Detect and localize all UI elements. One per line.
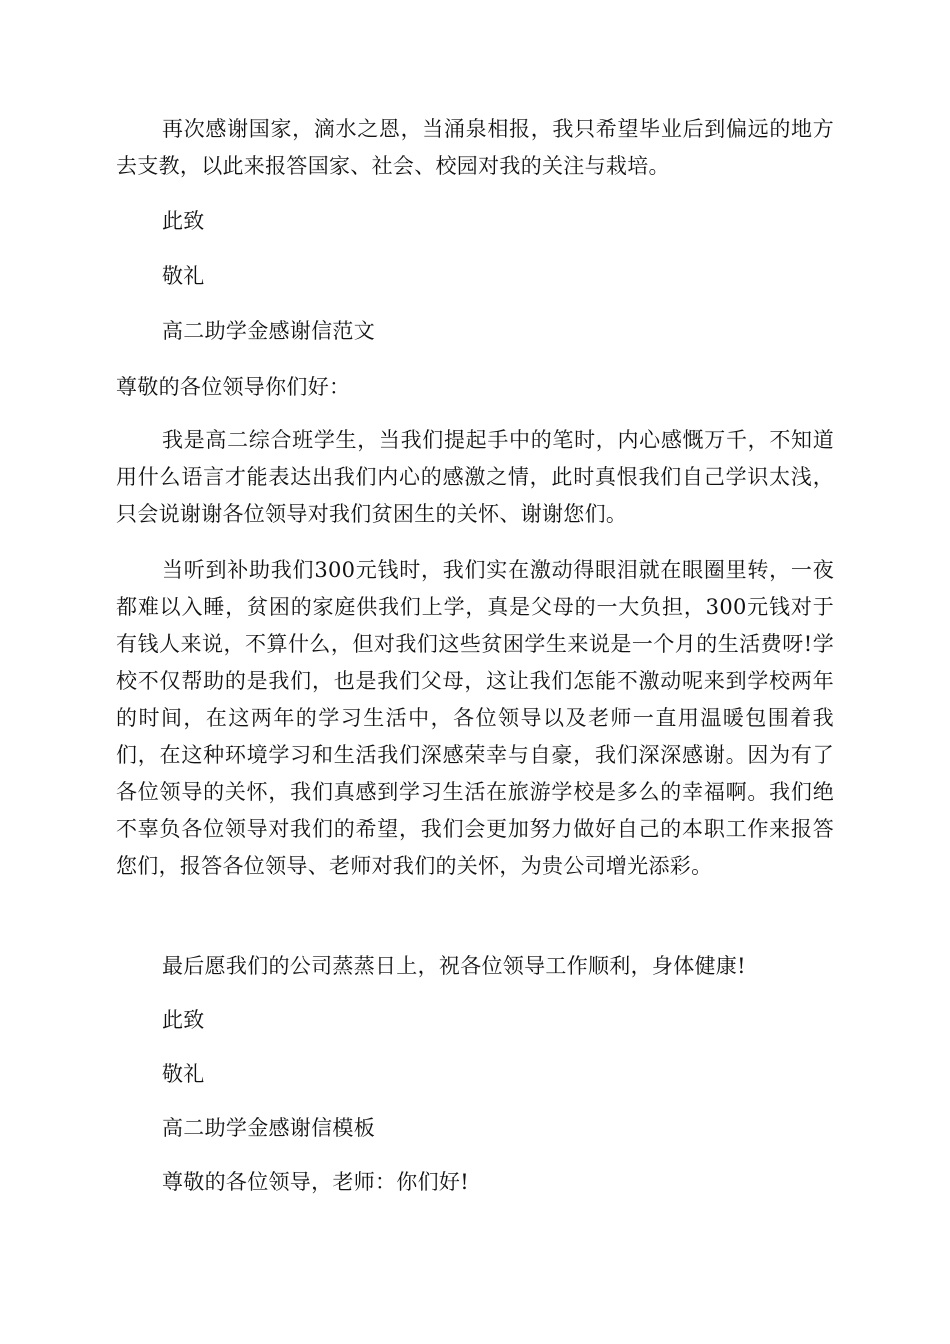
wishes-paragraph: 最后愿我们的公司蒸蒸日上，祝各位领导工作顺利，身体健康! bbox=[162, 954, 746, 978]
section-title-template: 高二助学金感谢信模板 bbox=[162, 1116, 375, 1140]
salutation-cizhi-2: 此致 bbox=[162, 1008, 205, 1032]
salutation-cizhi: 此致 bbox=[162, 209, 205, 233]
greeting-line-2: 尊敬的各位领导，老师：你们好! bbox=[162, 1170, 469, 1194]
salutation-jingli: 敬礼 bbox=[162, 264, 205, 288]
closing-thanks-paragraph: 再次感谢国家，滴水之恩，当涌泉相报，我只希望毕业后到偏远的地方去支教，以此来报答国家、社会、校园对我的关注与栽培。 bbox=[116, 117, 834, 178]
intro-paragraph: 我是高二综合班学生，当我们提起手中的笔时，内心感慨万千，不知道用什么语言才能表达出我们内心的感激之情，此时真恨我们自己学识太浅，只会说谢谢各位领导对我们贫困生的关怀、谢谢您们。 bbox=[116, 428, 834, 526]
greeting-line: 尊敬的各位领导你们好： bbox=[116, 375, 351, 399]
salutation-jingli-2: 敬礼 bbox=[162, 1062, 205, 1086]
body-paragraph: 当听到补助我们300元钱时，我们实在激动得眼泪就在眼圈里转，一夜都难以入睡，贫困的家庭供我们上学，真是父母的一大负担，300元钱对于有钱人来说，不算什么，但对我们这些贫困学生来说是一个月的生活费呀!学校不仅帮助的是我们，也是我们父母，这让我们怎能不激动呢来到学校两年的时间，在这两年的学习生活中，各位领导以及老师一直用温暖包围着我们，在这种环境学习和生活我们深感荣幸与自豪，我们深深感谢。因为有了各位领导的关怀，我们真感到学习生活在旅游学校是多么的幸福啊。我们绝不辜负各位领导对我们的希望，我们会更加努力做好自己的本职工作来报答您们，报答各位领导、老师对我们的关怀，为贵公司增光添彩。 bbox=[116, 558, 834, 878]
section-title-sample: 高二助学金感谢信范文 bbox=[162, 319, 375, 343]
